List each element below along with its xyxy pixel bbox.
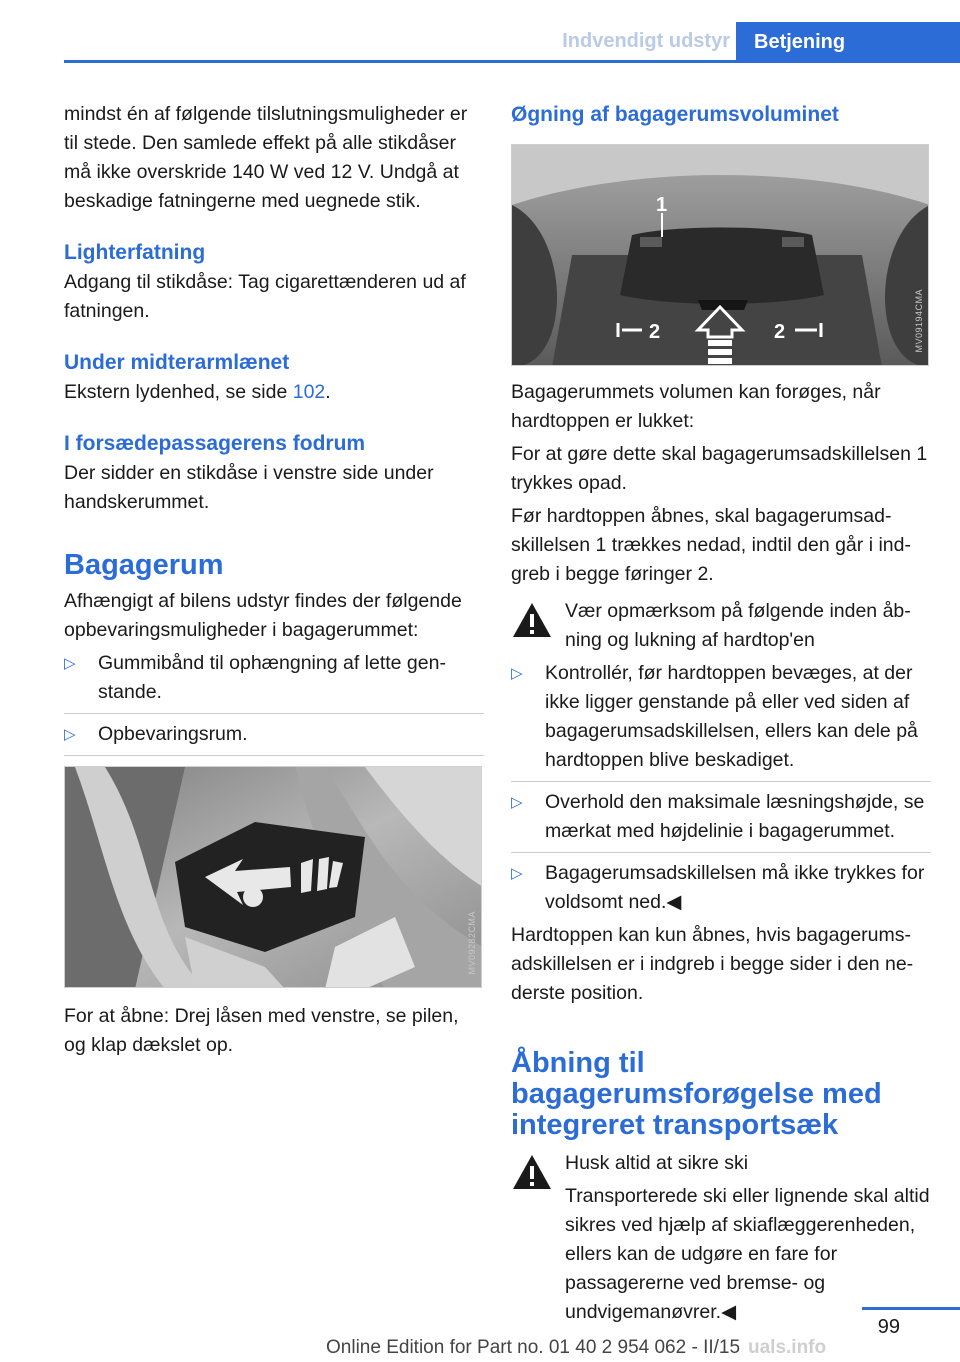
list-item-text: Bagagerumsadskillelsen må ikke trykkes for voldsomt ned.◀ <box>545 862 925 913</box>
list-item <box>511 859 931 917</box>
lighter-heading: Lighterfatning <box>64 241 206 264</box>
photo-label-1: 1 <box>656 194 668 216</box>
warning-triangle-icon <box>511 601 553 639</box>
list-item <box>64 649 484 714</box>
cargo-text: Afhængigt af bilens udstyr findes der følgende opbevaringsmuligheder i bagagerummet: <box>64 590 462 641</box>
warning-list <box>511 659 931 917</box>
triangle-bullet-icon: ▷ <box>511 865 523 882</box>
armrest-text-start: Ekstern lydenhed, se side <box>64 381 293 403</box>
photo-label-2-right: 2 <box>774 321 786 343</box>
edition-text: Online Edition for Part no. 01 40 2 954 062 - II/15 <box>326 1337 741 1358</box>
triangle-bullet-icon: ▷ <box>511 665 523 682</box>
open-instructions: For at åbne: Drej låsen med venstre, se pilen, og klap dækslet op. <box>64 1005 459 1056</box>
page-number: 99 <box>877 1316 900 1338</box>
list-item-text: Opbevaringsrum. <box>98 723 248 745</box>
cargo-heading: Bagagerum <box>64 549 224 581</box>
volume-heading: Øgning af bagagerumsvoluminet <box>511 103 839 126</box>
triangle-bullet-icon: ▷ <box>511 794 523 811</box>
trunk-divider-photo <box>511 144 929 366</box>
header-rule <box>64 60 960 63</box>
warning-title: Husk altid at sikre ski <box>565 1152 749 1174</box>
list-item-text: Gummibånd til ophængning af lette genstande. <box>98 652 446 703</box>
photo-code: MV09194CMA <box>914 289 924 353</box>
watermark: uals.info <box>748 1337 827 1358</box>
armrest-text <box>64 378 484 407</box>
photo-code: MV09282CMA <box>467 911 477 975</box>
page-header <box>0 0 960 64</box>
header-tab: Betjening <box>736 22 960 62</box>
list-item <box>511 788 931 853</box>
storage-compartment-illustration <box>65 767 482 988</box>
lighter-text: Adgang til stikdåse: Tag cigarettænderen ud af fatningen. <box>64 271 466 322</box>
footwell-heading: I forsædepassagerens fodrum <box>64 432 366 455</box>
warning-text: Transporterede ski eller lignende skal altid sikres ved hjælp af skiaflæggerenheden, ellers kan de udgøre en fare for passagererne ved bremse- og undvigemanøvrer.◀ <box>565 1185 930 1323</box>
list-item <box>64 720 484 756</box>
list-item <box>511 659 931 782</box>
footwell-text: Der sidder en stikdåse i venstre side under handskerummet. <box>64 462 434 513</box>
right-column <box>511 100 931 1331</box>
footer-rule <box>862 1307 960 1310</box>
left-column <box>64 100 484 1064</box>
ski-heading: Åbning til bagagerumsforøgelse med integreret transportsæk <box>511 1047 882 1141</box>
photo-label-2-left: 2 <box>649 321 661 343</box>
trunk-divider-illustration <box>512 145 929 366</box>
armrest-text-end: . <box>325 381 331 403</box>
hardtop-warning <box>511 597 931 655</box>
ski-warning <box>511 1149 931 1327</box>
warning-triangle-icon <box>511 1153 553 1191</box>
volume-text-2: For at gøre dette skal bagagerumsadskillelsen 1 trykkes opad. <box>511 443 928 494</box>
warning-title: Vær opmærksom på følgende inden åbning og lukning af hardtop'en <box>565 600 911 651</box>
armrest-heading: Under midterarmlænet <box>64 351 290 374</box>
storage-compartment-photo <box>64 766 482 988</box>
page-link-102[interactable]: 102 <box>292 381 326 403</box>
cargo-list <box>64 649 484 756</box>
volume-text-1: Bagagerummets volumen kan forøges, når hardtoppen er lukket: <box>511 381 881 432</box>
hardtop-text: Hardtoppen kan kun åbnes, hvis bagagerumsadskillelsen er i indgreb i begge sider i den nederste position. <box>511 924 914 1004</box>
triangle-bullet-icon: ▷ <box>64 726 76 743</box>
intro-text: mindst én af følgende tilslutningsmuligheder er til stede. Den samlede effekt på alle stikdåser må ikke overskride 140 W ved 12 V. Undgå at beskadige fatningerne med uegnede stik. <box>64 103 468 212</box>
volume-text-3: Før hardtoppen åbnes, skal bagagerumsadskillelsen 1 trækkes nedad, indtil den går i indgreb i begge føringer 2. <box>511 505 911 585</box>
triangle-bullet-icon: ▷ <box>64 655 76 672</box>
list-item-text: Overhold den maksimale læsningshøjde, se mærkat med højdelinie i bagagerummet. <box>545 791 925 842</box>
list-item-text: Kontrollér, før hardtoppen bevæges, at der ikke ligger genstande på eller ved siden af bagagerumsadskillelsen, ellers kan dele på hardtoppen blive beskadiget. <box>545 662 918 771</box>
header-section: Indvendigt udstyr <box>562 30 730 52</box>
